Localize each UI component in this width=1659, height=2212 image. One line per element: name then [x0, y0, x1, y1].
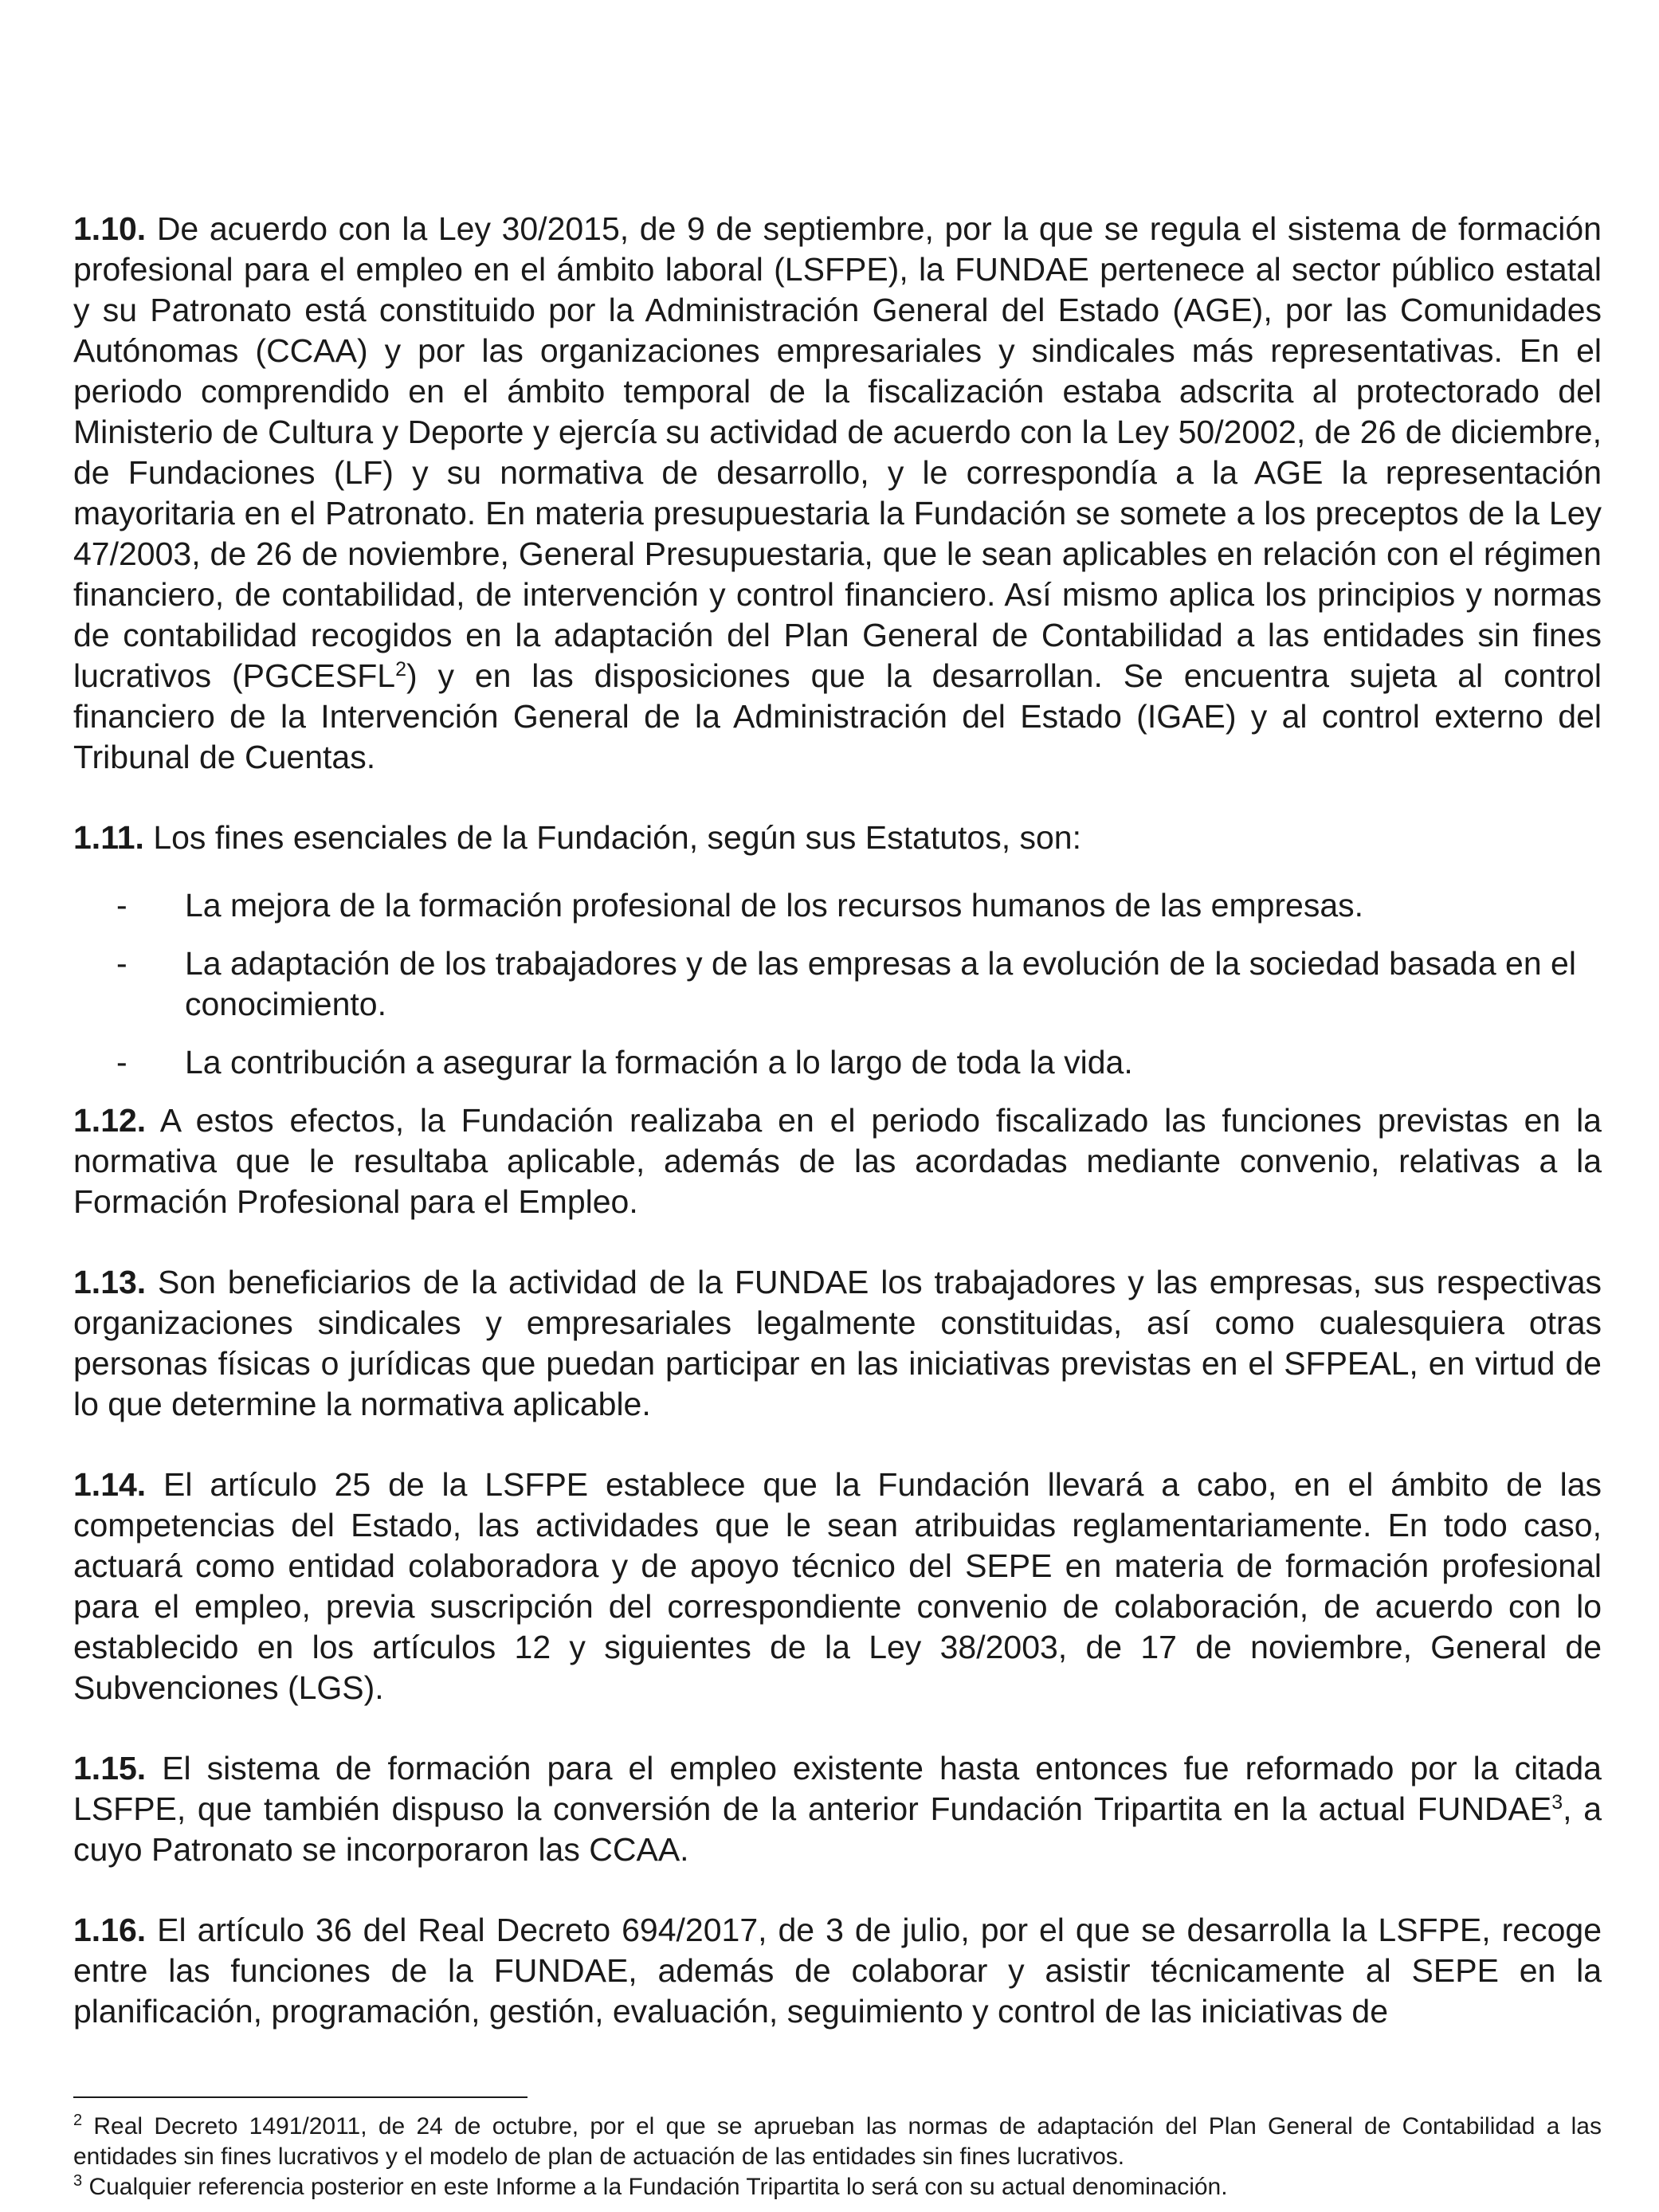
footnote-mark: 3: [73, 2172, 83, 2190]
paragraph-1-12: [73, 1100, 1602, 1222]
paragraph-text: El artículo 36 del Real Decreto 694/2017, de 3 de julio, por el que se desarrolla la LSFPE, recoge entre las funciones de la FUNDAE, además de colaborar y asistir técnicamente al SEPE en la planificación, programación, gestión, evaluación, seguimiento y control de las iniciativas de: [73, 1912, 1602, 2030]
list-item-text: La mejora de la formación profesional de los recursos humanos de las empresas.: [185, 887, 1364, 924]
paragraph-1-11: [73, 818, 1602, 858]
paragraph-text: Son beneficiarios de la actividad de la FUNDAE los trabajadores y las empresas, sus respectivas organizaciones sindicales y empresariales legalmente constituidas, así como cualesquiera otras personas físicas o jurídicas que puedan participar en las iniciativas previstas en el SFPEAL, en virtud de lo que determine la normativa aplicable.: [73, 1264, 1602, 1422]
paragraph-1-10: [73, 209, 1602, 778]
document-body: [73, 209, 1602, 2072]
paragraph-1-14: [73, 1465, 1602, 1708]
paragraph-1-16: [73, 1910, 1602, 2032]
list-item: [73, 943, 1602, 1025]
paragraph-text-continued: , a cuyo Patronato se incorporaron las CCAA.: [73, 1790, 1602, 1868]
footnote-3: [73, 2172, 1602, 2202]
paragraph-number: 1.10.: [73, 210, 147, 247]
list-item: [73, 1042, 1602, 1083]
paragraph-text: El artículo 25 de la LSFPE establece que la Fundación llevará a cabo, en el ámbito de las competencias del Estado, las actividades que le sean atribuidas reglamentariamente. En todo caso, actuará como entidad colaboradora y de apoyo técnico del SEPE en materia de formación profesional para el empleo, previa suscripción del correspondiente convenio de colaboración, de acuerdo con lo establecido en los artículos 12 y siguientes de la Ley 38/2003, de 17 de noviembre, General de Subvenciones (LGS).: [73, 1466, 1602, 1706]
paragraph-number: 1.15.: [73, 1750, 147, 1786]
footnote-2: [73, 2112, 1602, 2172]
footnote-text: Cualquier referencia posterior en este Informe a la Fundación Tripartita lo será con su actual denominación.: [82, 2174, 1228, 2200]
dash-bullet: -: [116, 945, 127, 982]
paragraph-number: 1.13.: [73, 1264, 147, 1300]
footnotes: [73, 2112, 1602, 2202]
paragraph-number: 1.14.: [73, 1466, 147, 1503]
paragraph-text-continued: ) y en las disposiciones que la desarrollan. Se encuentra sujeta al control financiero de la Intervención General de la Administración del Estado (IGAE) y al control externo del Tribunal de Cuentas.: [73, 657, 1602, 775]
footnote-ref-3[interactable]: 3: [1551, 1791, 1563, 1814]
dash-bullet: -: [116, 1044, 127, 1081]
paragraph-number: 1.12.: [73, 1102, 147, 1139]
paragraph-text: Los fines esenciales de la Fundación, según sus Estatutos, son:: [143, 819, 1081, 856]
list-item-text: La contribución a asegurar la formación a lo largo de toda la vida.: [185, 1044, 1133, 1081]
footnote-text: Real Decreto 1491/2011, de 24 de octubre, por el que se aprueban las normas de adaptación del Plan General de Contabilidad a las entidades sin fines lucrativos y el modelo de plan de actuación de las entidades sin fines lucrativos.: [73, 2113, 1602, 2170]
aims-list: [73, 885, 1602, 1083]
paragraph-text: El sistema de formación para el empleo existente hasta entonces fue reformado por la citada LSFPE, que también dispuso la conversión de la anterior Fundación Tripartita en la actual FUNDAE: [73, 1750, 1602, 1827]
paragraph-number: 1.11.: [73, 819, 144, 856]
paragraph-text: De acuerdo con la Ley 30/2015, de 9 de septiembre, por la que se regula el sistema de formación profesional para el empleo en el ámbito laboral (LSFPE), la FUNDAE pertenece al sector público estatal y su Patronato está constituido por la Administración General del Estado (AGE), por las Comunidades Autónomas (CCAA) y por las organizaciones empresariales y sindicales más representativas. En el periodo comprendido en el ámbito temporal de la fiscalización estaba adscrita al protectorado del Ministerio de Cultura y Deporte y ejercía su actividad de acuerdo con la Ley 50/2002, de 26 de diciembre, de Fundaciones (LF) y su normativa de desarrollo, y le correspondía a la AGE la representación mayoritaria en el Patronato. En materia presupuestaria la Fundación se somete a los preceptos de la Ley 47/2003, de 26 de noviembre, General Presupuestaria, que le sean aplicables en relación con el régimen financiero, de contabilidad, de intervención y control financiero. Así mismo aplica los principios y normas de contabilidad recogidos en la adaptación del Plan General de Contabilidad a las entidades sin fines lucrativos (PGCESFL: [73, 210, 1602, 694]
list-item-text: La adaptación de los trabajadores y de las empresas a la evolución de la sociedad basada en el conocimiento.: [185, 945, 1576, 1022]
list-item: [73, 885, 1602, 926]
dash-bullet: -: [116, 887, 127, 924]
footnote-ref-2[interactable]: 2: [395, 658, 406, 680]
footnote-mark: 2: [73, 2112, 83, 2129]
paragraph-1-15: [73, 1748, 1602, 1870]
footnote-separator: [73, 2096, 528, 2098]
paragraph-text: A estos efectos, la Fundación realizaba en el periodo fiscalizado las funciones previstas en la normativa que le resultaba aplicable, además de las acordadas mediante convenio, relativas a la Formación Profesional para el Empleo.: [73, 1102, 1602, 1220]
paragraph-number: 1.16.: [73, 1912, 147, 1948]
paragraph-1-13: [73, 1262, 1602, 1425]
